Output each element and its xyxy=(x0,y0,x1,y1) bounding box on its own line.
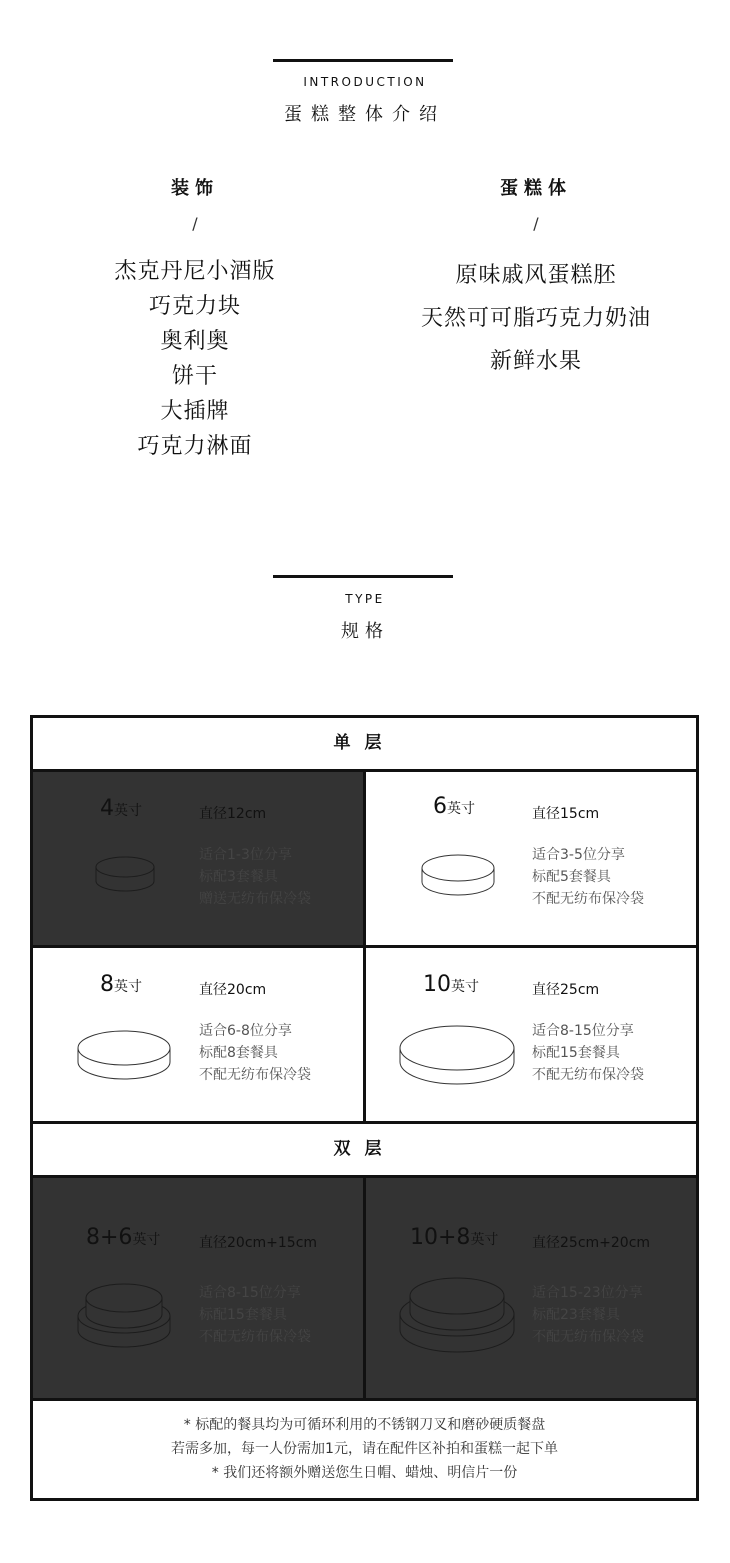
size-label: 10+8英寸 xyxy=(410,1225,499,1250)
cake-body-item: 天然可可脂巧克力奶油 xyxy=(420,306,651,331)
footnote-line: * 标配的餐具均为可循环利用的不锈钢刀叉和磨砂硬质餐盘 xyxy=(183,1417,546,1433)
diameter-label: 直径15cm xyxy=(532,806,600,822)
decor-heading: 装饰 xyxy=(171,178,219,199)
cake-10in-icon xyxy=(396,1012,520,1096)
size-label: 4英寸 xyxy=(100,796,142,821)
cake-body-slash: / xyxy=(533,214,539,233)
size-details: 适合1-3位分享 标配3套餐具 赠送无纺布保冷袋 xyxy=(199,847,311,907)
size-label: 10英寸 xyxy=(423,972,479,997)
size-details: 适合15-23位分享 标配23套餐具 不配无纺布保冷袋 xyxy=(532,1285,644,1345)
decor-item: 大插牌 xyxy=(160,399,230,424)
size-cell-4in xyxy=(33,772,363,945)
size-cell-10in xyxy=(366,948,696,1121)
spec-table xyxy=(30,715,699,1501)
cake-8in-icon xyxy=(73,1018,177,1088)
cake-body-heading: 蛋糕体 xyxy=(500,178,572,199)
diameter-label: 直径20cm+15cm xyxy=(199,1235,318,1251)
divider xyxy=(33,1398,696,1401)
diameter-label: 直径25cm xyxy=(532,982,600,998)
size-cell-8-6in xyxy=(33,1178,363,1398)
size-label: 8+6英寸 xyxy=(86,1225,161,1250)
table-footnote xyxy=(33,1413,696,1485)
decor-item: 饼干 xyxy=(171,364,218,389)
cake-6in-icon xyxy=(416,846,506,902)
diameter-label: 直径12cm xyxy=(199,806,267,822)
intro-cn-title: 蛋糕整体介绍 xyxy=(284,104,446,125)
type-top-rule xyxy=(273,575,453,578)
cake-10-8in-icon xyxy=(396,1268,520,1368)
decor-slash: / xyxy=(192,214,198,233)
size-details: 适合6-8位分享 标配8套餐具 不配无纺布保冷袋 xyxy=(199,1023,311,1083)
single-layer-header: 单层 xyxy=(33,718,696,769)
size-cell-8in xyxy=(33,948,363,1121)
footnote-line: 若需多加，每一人份需加1元，请在配件区补拍和蛋糕一起下单 xyxy=(171,1441,558,1457)
size-cell-6in xyxy=(366,772,696,945)
decor-item: 巧克力块 xyxy=(148,294,241,319)
size-label: 8英寸 xyxy=(100,972,142,997)
intro-top-rule xyxy=(273,59,453,62)
intro-en-title: INTRODUCTION xyxy=(303,75,427,89)
footnote-line: * 我们还将额外赠送您生日帽、蜡烛、明信片一份 xyxy=(211,1465,518,1481)
cake-body-item: 原味戚风蛋糕胚 xyxy=(455,263,617,288)
size-details: 适合8-15位分享 标配15套餐具 不配无纺布保冷袋 xyxy=(199,1285,311,1345)
size-details: 适合3-5位分享 标配5套餐具 不配无纺布保冷袋 xyxy=(532,847,644,907)
type-cn-title: 规格 xyxy=(341,621,389,642)
decor-item: 巧克力淋面 xyxy=(137,434,253,459)
size-details: 适合8-15位分享 标配15套餐具 不配无纺布保冷袋 xyxy=(532,1023,644,1083)
decor-item: 杰克丹尼小酒版 xyxy=(114,259,276,284)
cake-8-6in-icon xyxy=(73,1276,177,1358)
diameter-label: 直径20cm xyxy=(199,982,267,998)
cake-4in-icon xyxy=(91,850,161,900)
decor-item: 奥利奥 xyxy=(160,329,230,354)
diameter-label: 直径25cm+20cm xyxy=(532,1235,651,1251)
size-label: 6英寸 xyxy=(433,794,475,819)
decor-column xyxy=(90,174,300,464)
cake-body-column xyxy=(396,174,676,383)
type-en-title: TYPE xyxy=(345,592,385,606)
size-cell-10-8in xyxy=(366,1178,696,1398)
double-layer-header: 双层 xyxy=(33,1124,696,1175)
cake-body-item: 新鲜水果 xyxy=(489,349,582,374)
